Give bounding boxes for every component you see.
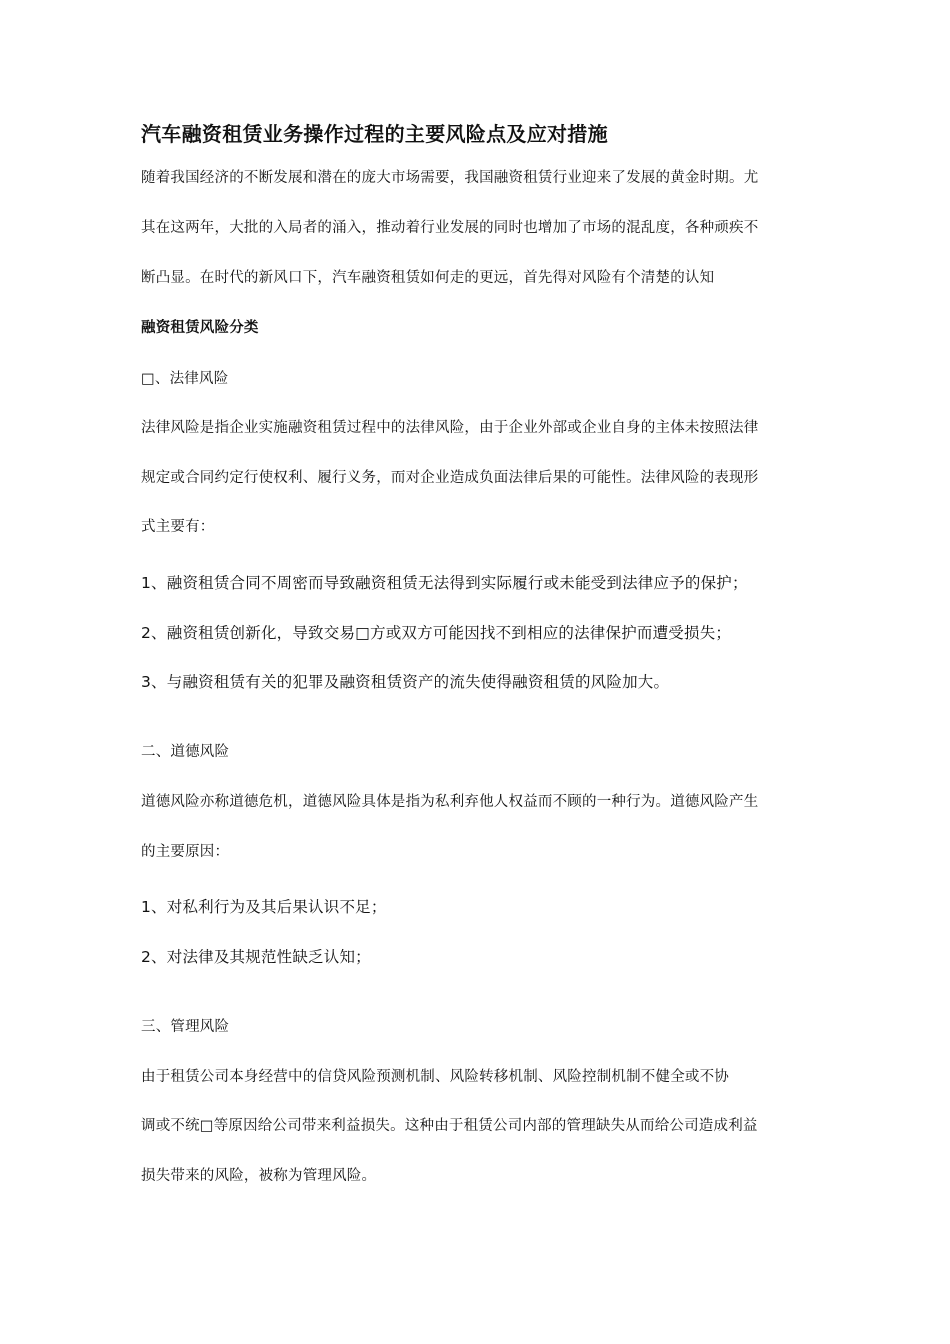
legal-risk-item-3: 3、与融资租赁有关的犯罪及融资租赁资产的流失使得融资租赁的风险加大。 [141,673,670,691]
document-title: 汽车融资租赁业务操作过程的主要风险点及应对措施 [141,122,608,146]
management-risk-body-line-1: 由于租赁公司本身经营中的信贷风险预测机制、风险转移机制、风险控制机制不健全或不协 [141,1069,729,1085]
legal-risk-item-2: 2、融资租赁创新化，导致交易□方或双方可能因找不到相应的法律保护而遭受损失； [141,624,732,642]
intro-line-3: 断凸显。在时代的新风口下，汽车融资租赁如何走的更远，首先得对风险有个清楚的认知 [141,270,715,286]
legal-risk-body-line-3: 式主要有： [141,519,215,535]
management-risk-body-line-2: 调或不统□等原因给公司带来利益损失。这种由于租赁公司内部的管理缺失从而给公司造成利益 [141,1118,758,1134]
moral-risk-body-line-2: 的主要原因： [141,844,230,860]
legal-risk-body-line-1: 法律风险是指企业实施融资租赁过程中的法律风险，由于企业外部或企业自身的主体未按照法律 [141,420,759,436]
moral-risk-body-line-1: 道德风险亦称道德危机，道德风险具体是指为私利弃他人权益而不顾的一种行为。道德风险产生 [141,794,759,810]
section-heading: 融资租赁风险分类 [141,320,259,336]
legal-risk-item-1: 1、融资租赁合同不周密而导致融资租赁无法得到实际履行或未能受到法律应予的保护； [141,574,748,592]
management-risk-heading: 三、管理风险 [141,1019,230,1035]
moral-risk-item-2: 2、对法律及其规范性缺乏认知； [141,948,371,966]
intro-line-2: 其在这两年，大批的入局者的涌入，推动着行业发展的同时也增加了市场的混乱度，各种顽疾不 [141,220,759,236]
intro-line-1: 随着我国经济的不断发展和潜在的庞大市场需要，我国融资租赁行业迎来了发展的黄金时期。尤 [141,170,759,186]
legal-risk-heading: □、法律风险 [141,371,229,387]
management-risk-body-line-3: 损失带来的风险，被称为管理风险。 [141,1168,377,1184]
moral-risk-heading: 二、道德风险 [141,744,230,760]
moral-risk-item-1: 1、对私利行为及其后果认识不足； [141,898,387,916]
legal-risk-body-line-2: 规定或合同约定行使权利、履行义务，而对企业造成负面法律后果的可能性。法律风险的表现形 [141,470,759,486]
